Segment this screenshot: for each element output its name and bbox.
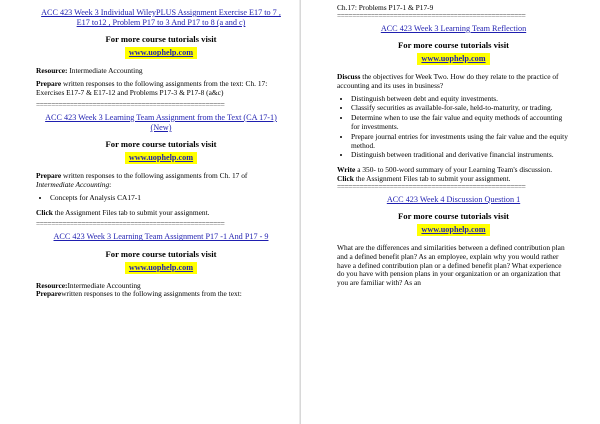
- prepare-line: [36, 172, 286, 190]
- visit-heading: For more course tutorials visit: [398, 210, 509, 221]
- site-link[interactable]: www.uophelp.com: [417, 224, 489, 236]
- site-link[interactable]: www.uophelp.com: [125, 262, 197, 274]
- list-item: • Concepts for Analysis CA17-1: [50, 194, 286, 203]
- section-title-link[interactable]: ACC 423 Week 3 Learning Team Assignment P17 -1 And P17 - 9: [53, 232, 269, 242]
- prepare-line: [36, 80, 286, 98]
- write-label: Write: [337, 165, 356, 175]
- prepare-text: written responses to the following assignments from the text: Ch. 17: Exercises E17-7 & E17-12 and Problems P17-3 & P17-8 (a&c): [36, 79, 268, 97]
- prepare-line: [36, 290, 286, 299]
- resource-label: Resource:: [36, 66, 68, 76]
- resource-text: Intermediate Accounting: [67, 66, 143, 76]
- visit-heading: For more course tutorials visit: [105, 248, 217, 259]
- prepare-label: Prepare: [36, 171, 62, 181]
- section-title-link[interactable]: ACC 423 Week 3 Individual WileyPLUS Assignment Exercise E17 to 7 , E17 to12 , Problem P17 to 3 And P17 to 8 (a and c): [41, 8, 281, 28]
- discuss-label: Discuss: [337, 72, 361, 81]
- list-item: • Prepare journal entries for investments using the fair value and the equity method.: [351, 133, 570, 151]
- prepare-label: Prepare: [36, 289, 62, 299]
- click-label: Click: [337, 173, 354, 183]
- site-link[interactable]: www.uophelp.com: [417, 53, 489, 65]
- list-item: • Determine when to use the fair value and equity methods of accounting for investments.: [351, 114, 570, 132]
- resource-label: Resource:: [36, 280, 68, 290]
- list-item: • Distinguish between traditional and derivative financial instruments.: [351, 151, 570, 160]
- body-text: What are the differences and similarities between a defined contribution plan and a defined benefit plan? As an employee, explain why you would rather have a defined contribution plan or a defined benefit plan? What experience do you have with pension plans in your organization or an organization that you are familiar with? As an: [337, 242, 565, 288]
- bullet-list: [337, 95, 570, 161]
- click-line: [36, 209, 286, 218]
- book-title: Intermediate Accounting: [36, 180, 110, 189]
- bullet-list: [36, 194, 286, 203]
- continued-text: Ch.17: Problems P17-1 & P17-9: [337, 3, 434, 12]
- right-page: [300, 0, 600, 424]
- click-text: the Assignment Files tab to submit your assignment.: [52, 207, 210, 217]
- visit-heading: For more course tutorials visit: [105, 139, 217, 150]
- separator: ==================================================: [337, 12, 526, 19]
- list-item: • Classify securities as available-for-sale, held-to-maturity, or trading.: [351, 104, 570, 113]
- click-line: [337, 175, 570, 184]
- site-link[interactable]: www.uophelp.com: [125, 152, 197, 164]
- prepare-end: :: [109, 180, 112, 189]
- separator: ==================================================: [36, 221, 225, 228]
- visit-heading: For more course tutorials visit: [398, 40, 509, 50]
- prepare-label: Prepare: [36, 79, 62, 89]
- section-title-link[interactable]: ACC 423 Week 3 Learning Team Assignment from the Text (CA 17-1)(New): [45, 112, 277, 132]
- discuss-line: [337, 73, 570, 91]
- separator: ==================================================: [337, 183, 526, 190]
- prepare-text: written responses to the following assignments from Ch. 17 of: [61, 171, 248, 181]
- visit-heading: For more course tutorials visit: [105, 34, 217, 45]
- write-text: a 350- to 500-word summary of your Learning Team's discussion.: [355, 165, 553, 175]
- resource-text: Intermediate Accounting: [67, 280, 141, 290]
- list-item: • Distinguish between debt and equity investments.: [351, 95, 570, 104]
- section-title-link[interactable]: ACC 423 Week 3 Learning Team Reflection: [380, 23, 527, 33]
- discuss-text: the objectives for Week Two. How do they relate to the practice of accounting and its uses in business?: [337, 72, 559, 90]
- prepare-text: written responses to the following assignments from the text:: [61, 289, 242, 299]
- separator: ==================================================: [36, 101, 225, 108]
- click-text: the Assignment Files tab to submit your assignment.: [353, 173, 511, 183]
- section-title-link[interactable]: ACC 423 Week 4 Discussion Question 1: [386, 194, 521, 204]
- resource-line: [36, 67, 286, 76]
- click-label: Click: [36, 207, 53, 217]
- site-link[interactable]: www.uophelp.com: [125, 47, 197, 59]
